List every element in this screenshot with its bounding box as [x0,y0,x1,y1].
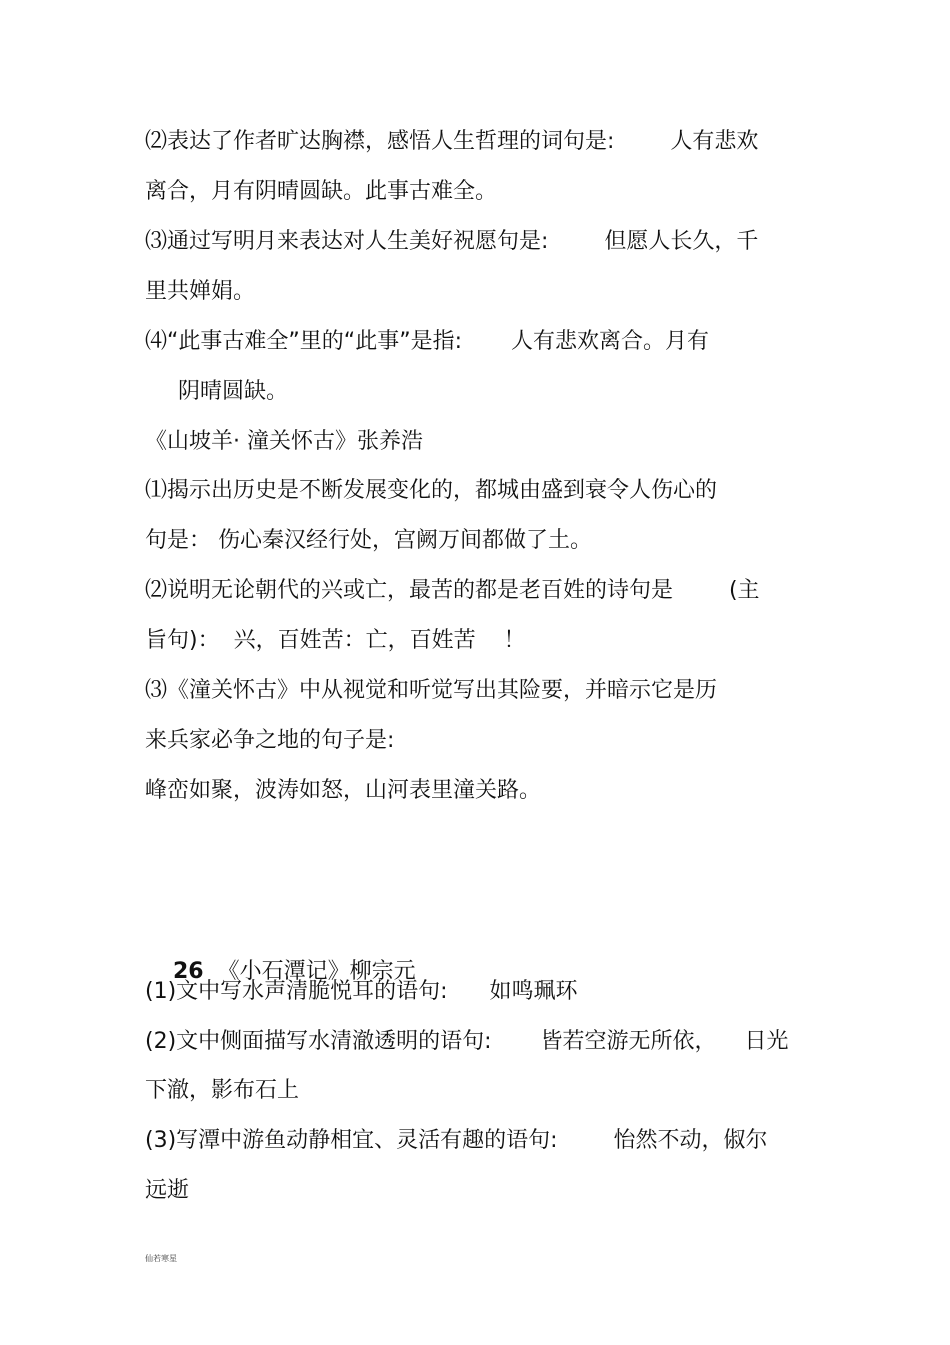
text-line: 阴晴圆缺。 [178,379,289,404]
text-line: 峰峦如聚，波涛如怒，山河表里潼关路。 [145,778,542,803]
text-line: 来兵家必争之地的句子是: [145,728,395,753]
section-heading: 《山坡羊· 潼关怀古》张养浩 [145,429,423,454]
text-line: 远逝 [145,1178,190,1203]
page-footer: 仙若寒星 [145,1254,177,1263]
text-line: (2)文中侧面描写水清澈透明的语句: 皆若空游无所依， 日光 [145,1029,789,1054]
text-line: ⑴揭示出历史是不断发展变化的，都城由盛到衰令人伤心的 [145,478,718,503]
text-line: ⑷“此事古难全”里的“此事”是指: 人有悲欢离合。月有 [145,329,709,354]
section-number: 26 [172,959,204,984]
text-line: ⑶通过写明月来表达对人生美好祝愿句是: 但愿人长久，千 [145,229,759,254]
text-line: 旨句)： 兴，百姓苦：亡，百姓苦 ！ [145,628,526,653]
text-line: (1)文中写水声清脆悦耳的语句: 如鸣珮环 [145,979,578,1004]
text-line: ⑶《潼关怀古》中从视觉和听觉写出其险要，并暗示它是历 [145,678,718,703]
text-line: 句是： 伤心秦汉经行处，宫阙万间都做了土。 [145,528,592,553]
text-line: (3)写潭中游鱼动静相宜、灵活有趣的语句: 怡然不动，俶尔 [145,1128,768,1153]
section-title: 《小石潭记》柳宗元 [217,959,416,984]
text-line: 里共婵娟。 [145,279,256,304]
text-line: ⑵表达了作者旷达胸襟，感悟人生哲理的词句是: 人有悲欢 [145,129,759,154]
text-line: ⑵说明无论朝代的兴或亡，最苦的都是老百姓的诗句是 (主 [145,578,760,603]
text-line: 离合，月有阴晴圆缺。此事古难全。 [145,179,498,204]
text-line: 下澈，影布石上 [145,1078,300,1103]
